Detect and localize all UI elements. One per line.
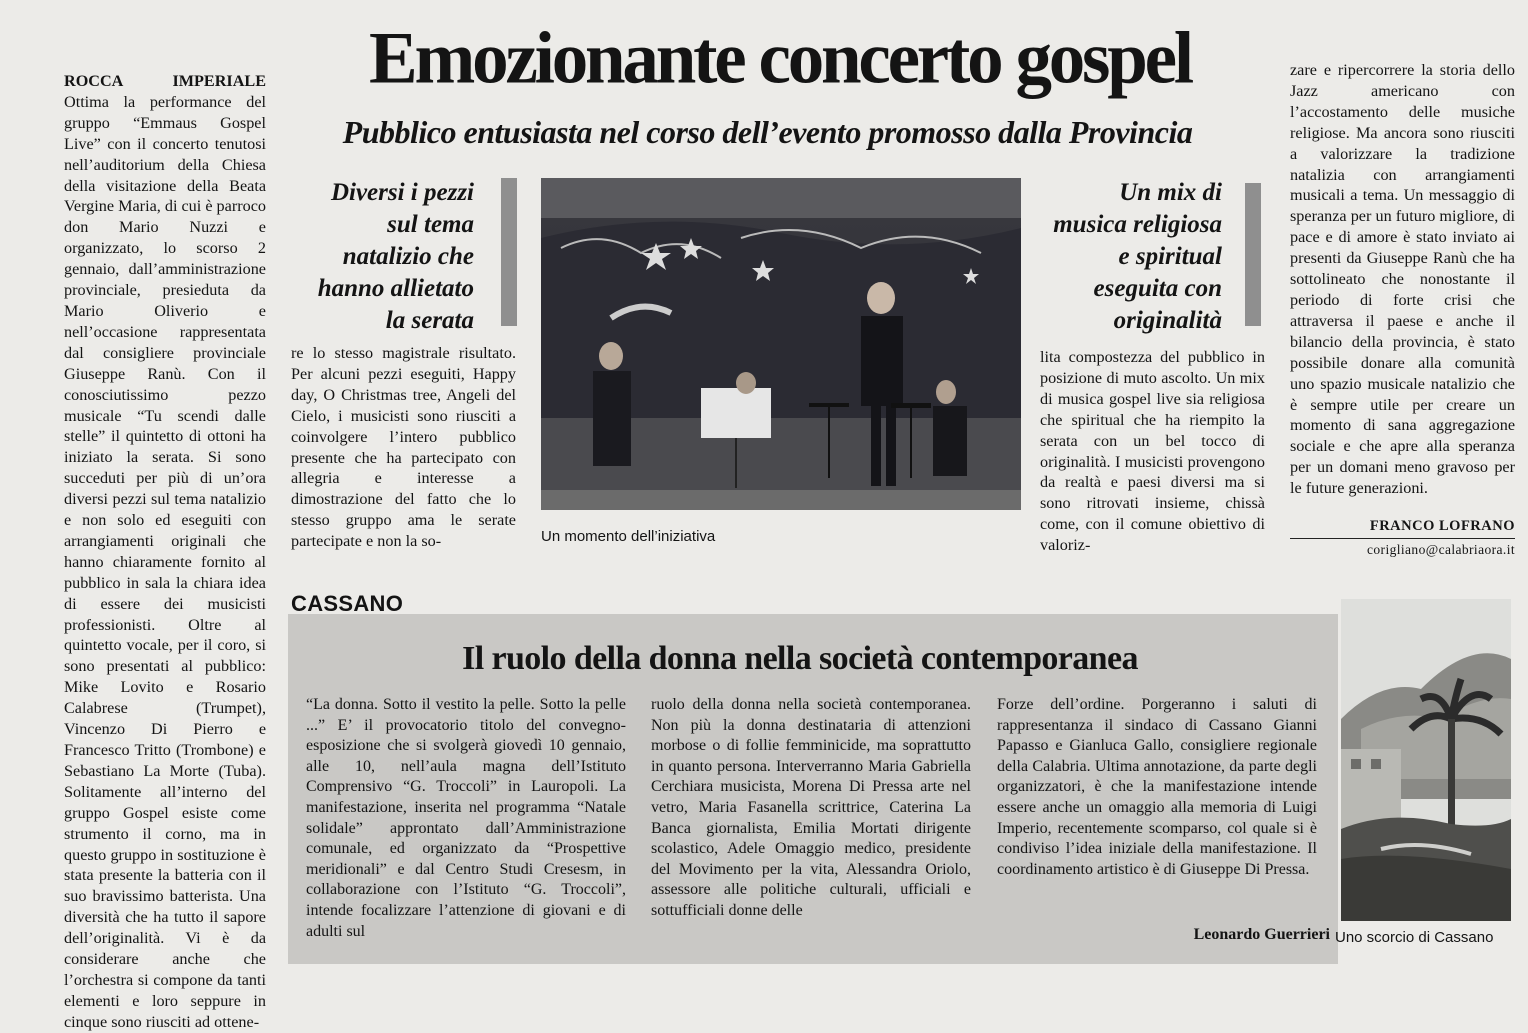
- cassano-column-3-text: Forze dell’ordine. Porgeranno i saluti di rappresentanza il sindaco di Cassano Gianni Papasso e Gianluca Gallo, consigliere regionale della Calabria. Ultima annotazione, da parte degli organizzatori, è che la manifestazione intende essere anche un omaggio alla memoria di Luigi Imperio, recentemente scomparso, col quale si è condiviso l’idea iniziale della manifestazione. Il coordinamento artistico è di Giuseppe Di Pressa.: [997, 696, 1317, 878]
- pull-quote-right-line: e spiritual: [1118, 243, 1222, 270]
- pull-quote-right: [1030, 177, 1222, 337]
- cassano-column-3: [997, 695, 1317, 880]
- pull-quote-left-line: hanno allietato: [317, 275, 474, 302]
- concert-photo: [541, 178, 1021, 510]
- photo-caption: Un momento dell’iniziativa: [541, 528, 716, 545]
- cassano-column-1: [306, 695, 626, 942]
- subheadline: Pubblico entusiasta nel corso dell’evento promosso dalla Provincia: [342, 114, 1193, 150]
- article-column-4-text: zare e ripercorrere la storia dello Jazz americano con l’accostamento delle musiche religiose. Ma ancora sono riusciti a valorizzare la tradizione natalizia con arrangiamenti musicali a tema. Un messaggio di speranza per un futuro migliore, di pace e di amore è stato inviato ai presenti da Giuseppe Ranù che ha sottolineato che nonostante il periodo di forte crisi che attraversa il paese e anche il bilancio della provincia, è stato possibile donare alla comunità uno spazio musicale natalizio che è sempre utile per creare un momento di sana aggregazione sociale e che apre alla speranza per un domani meno gravoso per le future generazioni.: [1290, 61, 1515, 498]
- headline: Emozionante concerto gospel: [369, 16, 1191, 99]
- cassano-column-2: [651, 695, 971, 922]
- pull-quote-left-line: sul tema: [387, 211, 474, 238]
- section-label: CASSANO: [291, 591, 404, 616]
- pull-quote-left: [292, 177, 474, 337]
- article-column-1: [64, 71, 266, 1033]
- article-signature: FRANCO LOFRANO: [1369, 518, 1515, 534]
- cassano-column-1-text: “La donna. Sotto il vestito la pelle. Sotto la pelle ...” E’ il provocatorio titolo del convegno-esposizione che si svolgerà giovedì 10 gennaio, alle 10, nell’aula magna dell’Istituto Comprensivo “G. Troccoli” in Lauropoli. La manifestazione, inserita nel programma “Natale solidale” approntato dall’Amministrazione comunale, ed organizzato da “Prospettive meridionali” e dal Centro Studi Cresesm, in collaborazione con l’Istituto “G. Troccoli”, intende focalizzare l’attenzione di giovani e di adulti sul: [306, 696, 626, 940]
- pull-quote-left-line: la serata: [385, 307, 474, 334]
- cassano-photo: [1341, 599, 1511, 921]
- cassano-signature: Leonardo Guerrieri: [1193, 926, 1330, 943]
- pull-quote-left-bar: [501, 178, 517, 326]
- article-column-3-text: lita compostezza del pubblico in posizione di muto ascolto. Un mix di musica gospel live sia religiosa che spiritual che ha riempito la serata con un bel tocco di originalità. I musicisti provengono da realtà e paesi diversi ma si sono ritrovati insieme, chissà come, con il comune obiettivo di valoriz-: [1040, 348, 1265, 555]
- pull-quote-right-line: Un mix di: [1119, 179, 1222, 206]
- pull-quote-right-line: originalità: [1113, 307, 1222, 334]
- cassano-column-2-text: ruolo della donna nella società contemporanea. Non più la donna destinataria di attenzioni morbose o di follie femminicide, ma soprattutto in quanto persona. Interverranno Maria Gabriella Cerchiara musicista, Morena Di Pressa arte nel vetro, Maria Fasanella scrittrice, Caterina La Banca giornalista, Emilia Mortati dirigente scolastico, Adele Omaggio medico, presidente del Movimento per la vita, Alessandra Oriolo, assessore alle politiche culturali, ufficiali e sottufficiali donne delle: [651, 696, 971, 919]
- pull-quote-right-line: musica religiosa: [1053, 211, 1222, 238]
- signature-divider: [1290, 538, 1515, 539]
- author-email: corigliano@calabriaora.it: [1367, 542, 1515, 557]
- concert-photo-illustration: [541, 178, 1021, 510]
- pull-quote-left-line: Diversi i pezzi: [330, 179, 474, 206]
- dateline: ROCCA IMPERIALE: [64, 72, 266, 90]
- cassano-title: Il ruolo della donna nella società contemporanea: [462, 640, 1138, 677]
- article-column-2-text: re lo stesso magistrale risultato. Per alcuni pezzi eseguiti, Happy day, O Christmas tree, Angeli del Cielo, i musicisti sono riusciti a coinvolgere l’intero pubblico presente che ha partecipato con allegria e interesse a dimostrazione del fatto che lo stesso gruppo ama le serate partecipate e non la so-: [291, 344, 516, 551]
- pull-quote-right-line: eseguita con: [1093, 275, 1222, 302]
- article-column-3: [1040, 347, 1265, 556]
- pull-quote-right-bar: [1245, 183, 1261, 326]
- article-column-4: [1290, 60, 1515, 499]
- cassano-photo-illustration: [1341, 599, 1511, 921]
- article-column-2: [291, 343, 516, 552]
- cassano-photo-caption: Uno scorcio di Cassano: [1335, 929, 1494, 946]
- article-column-1-text: Ottima la performance del gruppo “Emmaus Gospel Live” con il concerto tenutosi nell’auditorium della Chiesa della visitazione della Beata Vergine Maria, di cui è parroco don Mario Nuzzi e organizzato, lo scorso 2 gennaio, dall’amministrazione provinciale, presieduta da Mario Oliverio e nell’occasione rappresentata dal consigliere provinciale Giuseppe Ranù. Con il conosciutissimo pezzo musicale “Tu scendi dalle stelle” il quintetto di ottoni ha iniziato la serata. Si sono succeduti per più di un’ora diversi pezzi sul tema natalizio e non solo ed eseguiti con arrangiamenti originali che hanno chiaramente fornito al pubblico in sala la chiara idea di essere dei musicisti professionisti. Oltre al quintetto vocale, per il coro, si sono presentati al pubblico: Mike Lovito e Rosario Calabrese (Trumpet), Vincenzo Di Pierro e Francesco Tritto (Trombone) e Sebastiano La Morte (Tuba). Solitamente all’interno del gruppo Gospel esiste come strumento il corno, ma in questo gruppo in sostituzione è stata presente la batteria con il suo bravissimo batterista. Una diversità che ha tutto il sapore dell’originalità. Vi è da considerare anche che l’orchestra si compone da tanti elementi e loro seppure in cinque sono riusciti ad ottene-: [64, 92, 266, 1031]
- pull-quote-left-line: natalizio che: [342, 243, 474, 270]
